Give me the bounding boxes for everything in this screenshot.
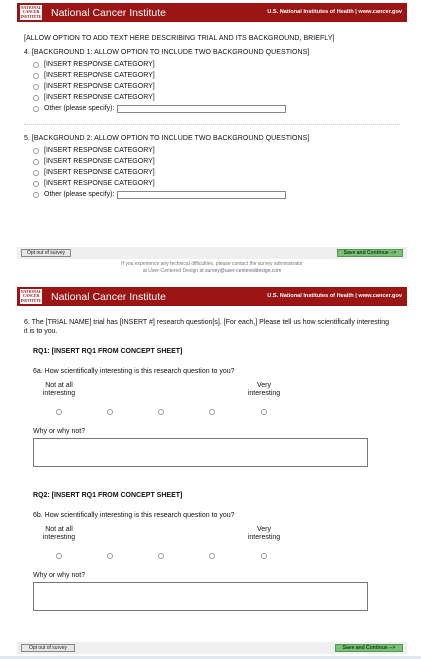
rating-radio-2[interactable] — [107, 409, 113, 415]
question-6-text: 6. The [TRIAL NAME] trial has [INSERT #] research question[s]. [For each,] Please tell us how scientifically interesting it is to you. — [24, 319, 390, 335]
save-continue-button[interactable]: Save and Continue --> — [335, 644, 403, 652]
question-5-options — [33, 145, 407, 200]
nci-header — [17, 3, 407, 22]
rating-radio-5[interactable] — [261, 553, 267, 559]
rating-radio-2[interactable] — [107, 553, 113, 559]
page-1-footer-bar — [17, 247, 407, 259]
support-footnote: If you experience any technical difficulties, please contact the survey administrator at User-Centered Design at survey@user-centereddesign.com — [121, 261, 303, 274]
q5-option-3[interactable]: [INSERT RESPONSE CATEGORY] — [33, 167, 407, 178]
rq1-why-textarea[interactable] — [33, 438, 368, 467]
q5-option-2[interactable]: [INSERT RESPONSE CATEGORY] — [33, 156, 407, 167]
radio-button[interactable] — [33, 62, 39, 68]
rq1-heading: RQ1: [INSERT RQ1 FROM CONCEPT SHEET] — [33, 348, 183, 355]
radio-button[interactable] — [33, 148, 39, 154]
nci-logo[interactable]: NATIONAL CANCER INSTITUTE — [20, 288, 42, 303]
q4-other-input[interactable] — [117, 105, 286, 113]
rating-radio-4[interactable] — [209, 409, 215, 415]
question-4-options — [33, 59, 407, 114]
survey-page-1 — [17, 3, 407, 274]
scale-low-label: Not at all interesting — [42, 526, 76, 541]
radio-button[interactable] — [33, 106, 39, 112]
nci-header — [17, 287, 407, 306]
question-4-title: 4. [BACKGROUND 1: ALLOW OPTION TO INCLUDE TWO BACKGROUND QUESTIONS] — [24, 49, 310, 56]
rq2-question: 6b. How scientifically interesting is this research question to you? — [33, 512, 235, 519]
nih-link[interactable]: U.S. National Institutes of Health | www.cancer.gov — [267, 293, 402, 299]
page-2-footer-bar — [17, 642, 407, 654]
save-continue-button[interactable]: Save and Continue --> — [337, 249, 403, 257]
radio-button[interactable] — [33, 170, 39, 176]
rq2-rating-scale — [17, 553, 407, 563]
section-divider — [24, 124, 400, 125]
q4-option-other[interactable]: Other (please specify): — [33, 103, 407, 114]
scale-high-label: Very interesting — [247, 382, 281, 397]
radio-button[interactable] — [33, 95, 39, 101]
rq1-why-label: Why or why not? — [33, 428, 86, 435]
rq1-scale-labels — [17, 382, 407, 409]
radio-button[interactable] — [33, 192, 39, 198]
support-email-link[interactable]: survey@user-centereddesign.com — [205, 267, 282, 274]
radio-button[interactable] — [33, 181, 39, 187]
rating-radio-1[interactable] — [56, 553, 62, 559]
question-5-title: 5. [BACKGROUND 2: ALLOW OPTION TO INCLUDE TWO BACKGROUND QUESTIONS] — [24, 135, 310, 142]
q4-option-2[interactable]: [INSERT RESPONSE CATEGORY] — [33, 70, 407, 81]
site-title: National Cancer Institute — [51, 290, 166, 303]
q4-option-3[interactable]: [INSERT RESPONSE CATEGORY] — [33, 81, 407, 92]
rating-radio-3[interactable] — [158, 553, 164, 559]
rq2-why-label: Why or why not? — [33, 572, 86, 579]
rating-radio-5[interactable] — [261, 409, 267, 415]
rq2-heading: RQ2: [INSERT RQ1 FROM CONCEPT SHEET] — [33, 492, 183, 499]
radio-button[interactable] — [33, 159, 39, 165]
radio-button[interactable] — [33, 84, 39, 90]
q5-option-other[interactable]: Other (please specify): — [33, 189, 407, 200]
radio-button[interactable] — [33, 73, 39, 79]
scale-high-label: Very interesting — [247, 526, 281, 541]
opt-out-button[interactable]: Opt out of survey — [21, 249, 71, 257]
q5-other-input[interactable] — [117, 191, 286, 199]
rating-radio-4[interactable] — [209, 553, 215, 559]
nci-logo[interactable]: NATIONAL CANCER INSTITUTE — [20, 4, 42, 19]
q4-option-4[interactable]: [INSERT RESPONSE CATEGORY] — [33, 92, 407, 103]
intro-text: [ALLOW OPTION TO ADD TEXT HERE DESCRIBING TRIAL AND ITS BACKGROUND, BRIEFLY] — [24, 35, 335, 42]
scale-low-label: Not at all interesting — [42, 382, 76, 397]
rating-radio-1[interactable] — [56, 409, 62, 415]
q4-option-1[interactable]: [INSERT RESPONSE CATEGORY] — [33, 59, 407, 70]
site-title: National Cancer Institute — [51, 6, 166, 19]
rating-radio-3[interactable] — [158, 409, 164, 415]
q5-option-4[interactable]: [INSERT RESPONSE CATEGORY] — [33, 178, 407, 189]
survey-page-2 — [17, 287, 407, 654]
rq2-why-textarea[interactable] — [33, 582, 368, 611]
q5-option-1[interactable]: [INSERT RESPONSE CATEGORY] — [33, 145, 407, 156]
opt-out-button[interactable]: Opt out of survey — [21, 644, 75, 652]
rq2-scale-labels — [17, 526, 407, 553]
rq1-rating-scale — [17, 409, 407, 419]
nih-link[interactable]: U.S. National Institutes of Health | www.cancer.gov — [267, 9, 402, 15]
rq1-question: 6a. How scientifically interesting is this research question to you? — [33, 368, 235, 375]
